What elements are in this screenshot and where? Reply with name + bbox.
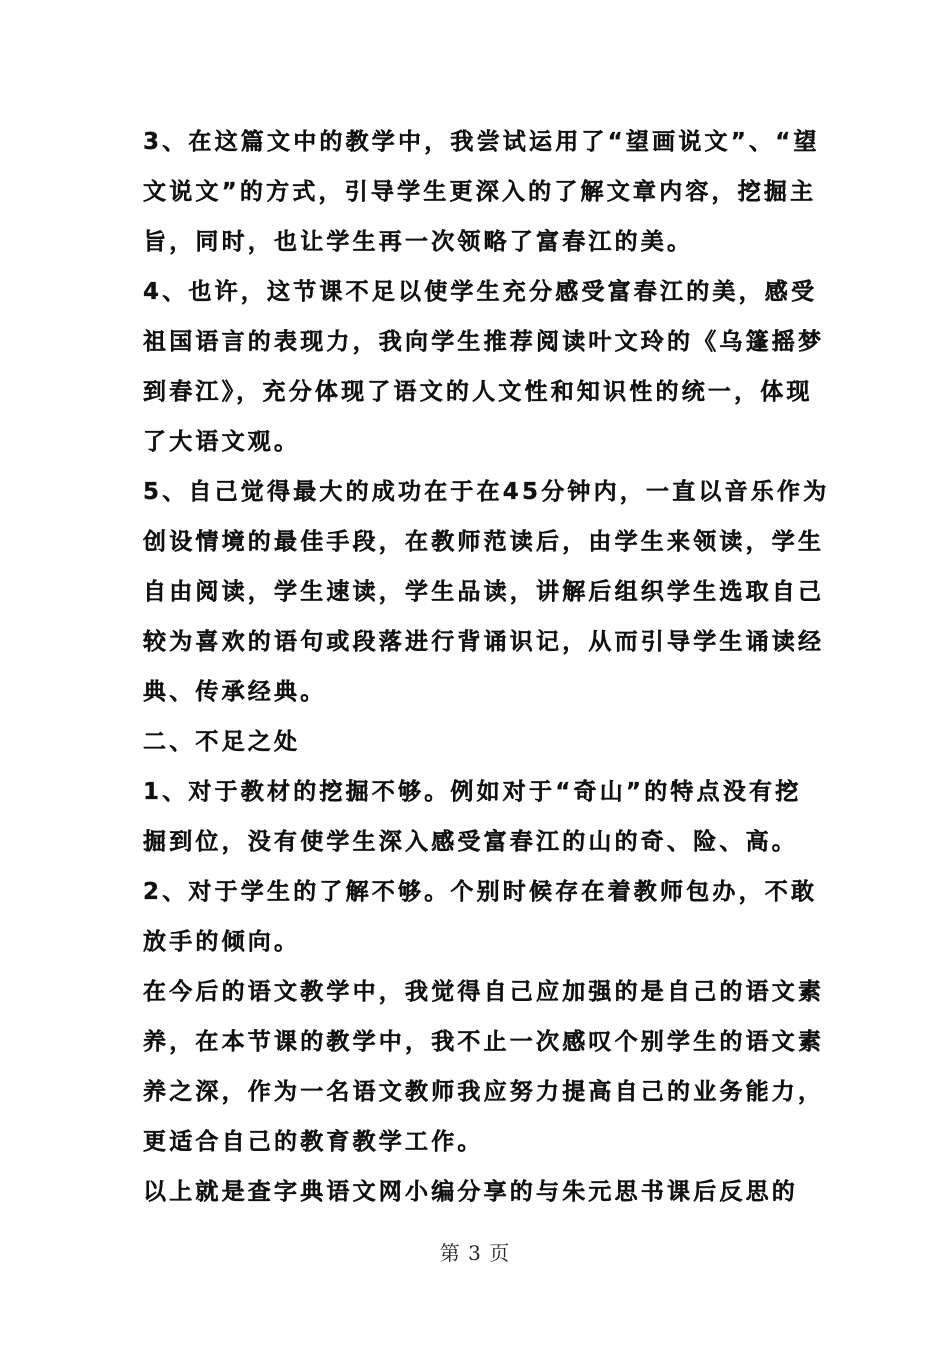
text-line: 5、自己觉得最大的成功在于在45分钟内，一直以音乐作为 <box>143 479 830 505</box>
text-line: 祖国语言的表现力，我向学生推荐阅读叶文玲的《乌篷摇梦 <box>143 329 825 355</box>
text-line: 以上就是查字典语文网小编分享的与朱元思书课后反思的 <box>143 1179 798 1205</box>
text-line: 自由阅读，学生速读，学生品读，讲解后组织学生选取自己 <box>143 579 825 605</box>
text-line: 2、对于学生的了解不够。个别时候存在着教师包办，不敢 <box>143 879 818 905</box>
text-line: 养，在本节课的教学中，我不止一次感叹个别学生的语文素 <box>143 1029 825 1055</box>
text-line: 3、在这篇文中的教学中，我尝试运用了“望画说文”、“望 <box>143 129 820 155</box>
text-line: 掘到位，没有使学生深入感受富春江的山的奇、险、高。 <box>143 829 798 855</box>
section-heading: 二、不足之处 <box>143 729 301 755</box>
text-line: 1、对于教材的挖掘不够。例如对于“奇山”的特点没有挖 <box>143 779 802 805</box>
text-line: 在今后的语文教学中，我觉得自己应加强的是自己的语文素 <box>143 979 825 1005</box>
text-line: 了大语文观。 <box>143 429 301 455</box>
page-number: 第 3 页 <box>439 1241 511 1265</box>
text-line: 典、传承经典。 <box>143 679 327 705</box>
text-line: 更适合自己的教育教学工作。 <box>143 1129 484 1155</box>
text-line: 养之深，作为一名语文教师我应努力提高自己的业务能力， <box>143 1079 825 1105</box>
text-line: 到春江》，充分体现了语文的人文性和知识性的统一，体现 <box>143 379 813 405</box>
text-line: 4、也许，这节课不足以使学生充分感受富春江的美，感受 <box>143 279 818 305</box>
document-body <box>143 117 830 1217</box>
text-line: 创设情境的最佳手段，在教师范读后，由学生来领读，学生 <box>143 529 825 555</box>
text-line: 较为喜欢的语句或段落进行背诵识记，从而引导学生诵读经 <box>143 629 825 655</box>
text-line: 文说文”的方式，引导学生更深入的了解文章内容，挖掘主 <box>143 179 817 205</box>
text-line: 放手的倾向。 <box>143 929 301 955</box>
text-line: 旨，同时，也让学生再一次领略了富春江的美。 <box>143 229 694 255</box>
